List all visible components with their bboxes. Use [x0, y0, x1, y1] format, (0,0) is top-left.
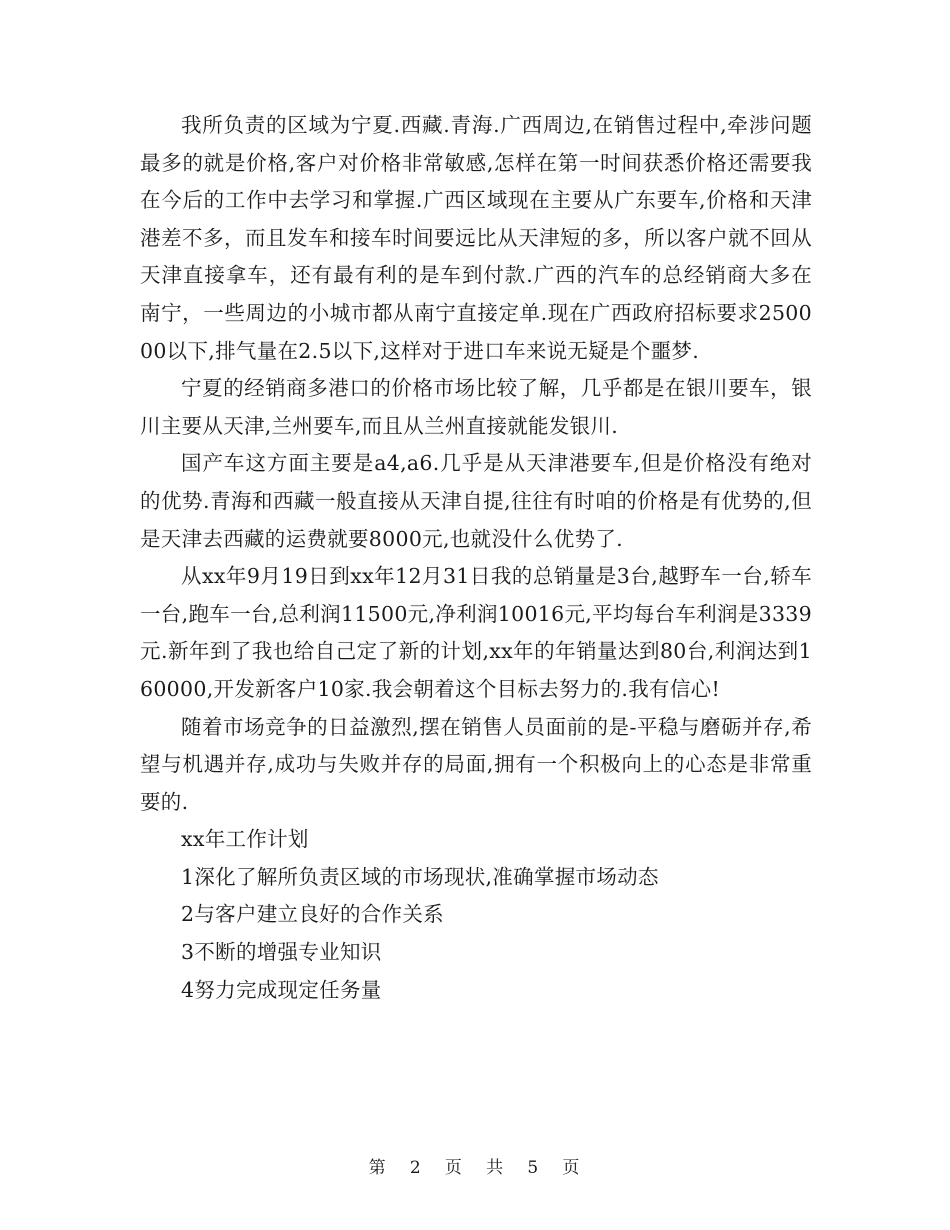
paragraph-market-competition: 随着市场竞争的日益激烈,摆在销售人员面前的是-平稳与磨砺并存,希望与机遇并存,成功与失败并存的局面,拥有一个积极向上的心态是非常重要的. — [140, 714, 812, 814]
plan-item-2: 2与客户建立良好的合作关系 — [181, 902, 444, 927]
plan-item-1: 1深化了解所负责区域的市场现状,准确掌握市场动态 — [181, 864, 659, 889]
plan-item-4: 4努力完成现定任务量 — [181, 977, 382, 1002]
paragraph-sales-summary: 从xx年9月19日到xx年12月31日我的总销量是3台,越野车一台,轿车一台,跑车一台,总利润11500元,净利润10016元,平均每台车利润是3339元.新年到了我也给自己定了新的计划,xx年的年销量达到80台,利润达到160000,开发新客户10家.我会朝着这个目标去努力的.我有信心! — [140, 564, 812, 701]
work-plan-heading: xx年工作计划 — [181, 827, 309, 852]
plan-item-3: 3不断的增强专业知识 — [181, 940, 382, 965]
paragraph-region-overview: 我所负责的区域为宁夏.西藏.青海.广西周边,在销售过程中,牵涉问题最多的就是价格,客户对价格非常敏感,怎样在第一时间获悉价格还需要我在今后的工作中去学习和掌握.广西区域现在主要从广东要车,价格和天津港差不多，而且发车和接车时间要远比从天津短的多，所以客户就不回从天津直接拿车，还有最有利的是车到付款.广西的汽车的总经销商大多在南宁，一些周边的小城市都从南宁直接定单.现在广西政府招标要求250000以下,排气量在2.5以下,这样对于进口车来说无疑是个噩梦. — [140, 113, 812, 363]
footer-total-pages: 5 — [527, 1158, 541, 1178]
page-footer — [0, 1153, 950, 1178]
paragraph-domestic-cars: 国产车这方面主要是a4,a6.几乎是从天津港要车,但是价格没有绝对的优势.青海和西藏一般直接从天津自提,往往有时咱的价格是有优势的,但是天津去西藏的运费就要8000元,也就没什么优势了. — [140, 451, 812, 551]
paragraph-ningxia: 宁夏的经销商多港口的价格市场比较了解，几乎都是在银川要车，银川主要从天津,兰州要车,而且从兰州直接就能发银川. — [140, 376, 812, 438]
footer-label-total: 共 — [486, 1158, 506, 1178]
footer-current-page: 2 — [409, 1158, 423, 1178]
document-body — [140, 107, 812, 1009]
footer-label-total-unit: 页 — [562, 1158, 582, 1178]
footer-label-page-unit: 页 — [444, 1158, 464, 1178]
footer-label-page: 第 — [368, 1158, 388, 1178]
